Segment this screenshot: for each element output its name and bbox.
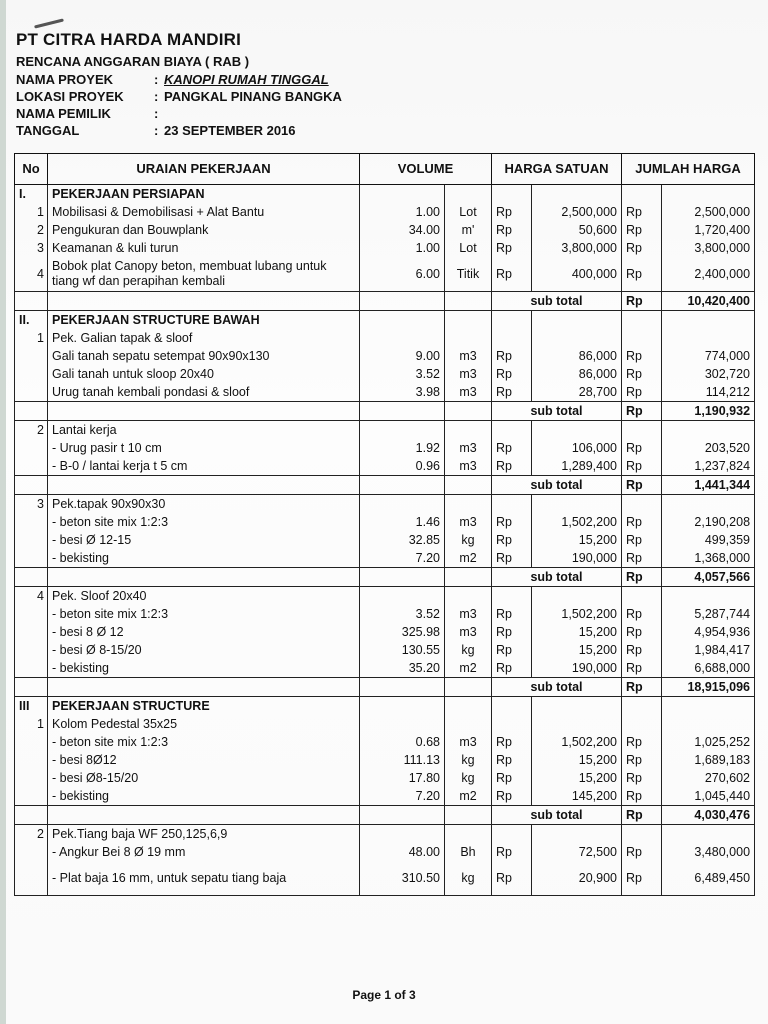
rab-table xyxy=(14,153,755,896)
item-total: 302,720 xyxy=(662,365,755,383)
group-no: 1 xyxy=(15,329,48,347)
item-unit: kg xyxy=(445,641,492,659)
item-volume: 35.20 xyxy=(360,659,445,678)
group-row xyxy=(15,421,755,440)
currency: Rp xyxy=(622,605,662,623)
item-unit: kg xyxy=(445,531,492,549)
item-unit: kg xyxy=(445,861,492,896)
subtotal-value: 1,190,932 xyxy=(662,402,755,421)
table-header xyxy=(15,154,755,185)
group-row xyxy=(15,715,755,733)
currency: Rp xyxy=(622,203,662,221)
section-no: III xyxy=(15,697,48,716)
item-total: 1,045,440 xyxy=(662,787,755,806)
scan-edge xyxy=(0,0,6,1024)
item-volume: 0.68 xyxy=(360,733,445,751)
item-volume: 1.92 xyxy=(360,439,445,457)
currency: Rp xyxy=(492,751,532,769)
currency: Rp xyxy=(622,769,662,787)
item-price: 145,200 xyxy=(532,787,622,806)
subtotal-value: 4,057,566 xyxy=(662,568,755,587)
section-row xyxy=(15,185,755,204)
location-value: PANGKAL PINANG BANGKA xyxy=(164,89,342,104)
item-price: 15,200 xyxy=(532,769,622,787)
item-volume: 1.00 xyxy=(360,203,445,221)
section-title: PEKERJAAN STRUCTURE BAWAH xyxy=(48,311,360,330)
table-row xyxy=(15,221,755,239)
colon: : xyxy=(154,123,159,138)
table-row xyxy=(15,733,755,751)
currency: Rp xyxy=(622,439,662,457)
table-row xyxy=(15,605,755,623)
item-unit: m3 xyxy=(445,513,492,531)
currency: Rp xyxy=(492,203,532,221)
item-desc: - beton site mix 1:2:3 xyxy=(48,605,360,623)
currency: Rp xyxy=(622,513,662,531)
meta-location xyxy=(16,88,756,105)
meta-date xyxy=(16,122,756,139)
item-price: 72,500 xyxy=(532,843,622,861)
currency: Rp xyxy=(622,787,662,806)
table-row xyxy=(15,439,755,457)
item-price: 86,000 xyxy=(532,365,622,383)
item-volume: 111.13 xyxy=(360,751,445,769)
item-desc: - Plat baja 16 mm, untuk sepatu tiang baja xyxy=(48,861,360,896)
table-row xyxy=(15,513,755,531)
item-total: 1,368,000 xyxy=(662,549,755,568)
item-desc: - bekisting xyxy=(48,659,360,678)
colon: : xyxy=(154,89,159,104)
subtotal-row xyxy=(15,476,755,495)
table-row xyxy=(15,623,755,641)
currency: Rp xyxy=(622,365,662,383)
col-volume: VOLUME xyxy=(360,154,492,185)
table-row xyxy=(15,365,755,383)
item-total: 2,400,000 xyxy=(662,257,755,292)
table-row xyxy=(15,659,755,678)
group-no: 2 xyxy=(15,825,48,844)
item-total: 6,489,450 xyxy=(662,861,755,896)
item-desc: - Urug pasir t 10 cm xyxy=(48,439,360,457)
item-price: 86,000 xyxy=(532,347,622,365)
item-price: 15,200 xyxy=(532,751,622,769)
item-desc: Keamanan & kuli turun xyxy=(48,239,360,257)
item-volume: 1.00 xyxy=(360,239,445,257)
location-label: LOKASI PROYEK xyxy=(16,89,124,104)
item-total: 2,190,208 xyxy=(662,513,755,531)
item-no: 1 xyxy=(15,203,48,221)
group-row xyxy=(15,495,755,514)
currency: Rp xyxy=(492,659,532,678)
currency: Rp xyxy=(622,623,662,641)
colon: : xyxy=(154,72,159,87)
currency: Rp xyxy=(622,221,662,239)
item-unit: m2 xyxy=(445,549,492,568)
item-total: 6,688,000 xyxy=(662,659,755,678)
currency: Rp xyxy=(492,549,532,568)
item-volume: 7.20 xyxy=(360,787,445,806)
item-price: 106,000 xyxy=(532,439,622,457)
item-total: 114,212 xyxy=(662,383,755,402)
group-no: 1 xyxy=(15,715,48,733)
subtotal-label: sub total xyxy=(492,678,622,697)
table-row xyxy=(15,203,755,221)
item-volume: 310.50 xyxy=(360,861,445,896)
item-unit: m3 xyxy=(445,365,492,383)
currency: Rp xyxy=(622,568,662,587)
item-volume: 9.00 xyxy=(360,347,445,365)
item-price: 1,502,200 xyxy=(532,733,622,751)
currency: Rp xyxy=(492,513,532,531)
item-unit: Titik xyxy=(445,257,492,292)
section-title: PEKERJAAN STRUCTURE xyxy=(48,697,360,716)
item-desc: - besi Ø8-15/20 xyxy=(48,769,360,787)
col-no: No xyxy=(15,154,48,185)
date-label: TANGGAL xyxy=(16,123,80,138)
item-unit: Bh xyxy=(445,843,492,861)
col-harga-satuan: HARGA SATUAN xyxy=(492,154,622,185)
item-desc: Urug tanah kembali pondasi & sloof xyxy=(48,383,360,402)
col-uraian: URAIAN PEKERJAAN xyxy=(48,154,360,185)
currency: Rp xyxy=(492,383,532,402)
currency: Rp xyxy=(622,659,662,678)
subtotal-row xyxy=(15,402,755,421)
page-number: Page 1 of 3 xyxy=(352,988,416,1002)
item-volume: 7.20 xyxy=(360,549,445,568)
item-desc: - besi Ø 8-15/20 xyxy=(48,641,360,659)
meta-owner xyxy=(16,105,756,122)
item-volume: 3.52 xyxy=(360,605,445,623)
table-row xyxy=(15,751,755,769)
item-unit: Lot xyxy=(445,203,492,221)
item-desc: - besi 8 Ø 12 xyxy=(48,623,360,641)
item-total: 203,520 xyxy=(662,439,755,457)
currency: Rp xyxy=(622,292,662,311)
item-total: 4,954,936 xyxy=(662,623,755,641)
currency: Rp xyxy=(492,605,532,623)
section-title: PEKERJAAN PERSIAPAN xyxy=(48,185,360,204)
item-desc: Gali tanah untuk sloop 20x40 xyxy=(48,365,360,383)
currency: Rp xyxy=(492,641,532,659)
currency: Rp xyxy=(622,531,662,549)
table-row xyxy=(15,549,755,568)
subtotal-label: sub total xyxy=(492,292,622,311)
currency: Rp xyxy=(492,787,532,806)
project-label: NAMA PROYEK xyxy=(16,72,114,87)
table-row xyxy=(15,787,755,806)
currency: Rp xyxy=(492,457,532,476)
item-total: 2,500,000 xyxy=(662,203,755,221)
col-jumlah-harga: JUMLAH HARGA xyxy=(622,154,755,185)
section-no: II. xyxy=(15,311,48,330)
item-price: 2,500,000 xyxy=(532,203,622,221)
table-row xyxy=(15,239,755,257)
group-row xyxy=(15,587,755,606)
table-row xyxy=(15,257,755,292)
currency: Rp xyxy=(622,733,662,751)
item-desc: - bekisting xyxy=(48,787,360,806)
subtotal-label: sub total xyxy=(492,476,622,495)
item-unit: m' xyxy=(445,221,492,239)
currency: Rp xyxy=(492,365,532,383)
currency: Rp xyxy=(622,641,662,659)
item-unit: m3 xyxy=(445,383,492,402)
subtotal-label: sub total xyxy=(492,568,622,587)
item-desc: Bobok plat Canopy beton, membuat lubang untuk tiang wf dan perapihan kembali xyxy=(48,257,360,292)
item-volume: 6.00 xyxy=(360,257,445,292)
item-volume: 130.55 xyxy=(360,641,445,659)
item-unit: kg xyxy=(445,769,492,787)
table-row xyxy=(15,383,755,402)
currency: Rp xyxy=(492,769,532,787)
currency: Rp xyxy=(492,733,532,751)
item-unit: m3 xyxy=(445,347,492,365)
group-title: Pek. Galian tapak & sloof xyxy=(48,329,360,347)
item-desc: - beton site mix 1:2:3 xyxy=(48,733,360,751)
group-row xyxy=(15,329,755,347)
item-desc: - beton site mix 1:2:3 xyxy=(48,513,360,531)
item-total: 1,025,252 xyxy=(662,733,755,751)
item-total: 1,720,400 xyxy=(662,221,755,239)
item-price: 190,000 xyxy=(532,659,622,678)
item-desc: - Angkur Bei 8 Ø 19 mm xyxy=(48,843,360,861)
section-no: I. xyxy=(15,185,48,204)
group-no: 3 xyxy=(15,495,48,514)
currency: Rp xyxy=(622,476,662,495)
item-unit: Lot xyxy=(445,239,492,257)
item-total: 3,800,000 xyxy=(662,239,755,257)
table-row xyxy=(15,843,755,861)
currency: Rp xyxy=(492,439,532,457)
item-unit: m3 xyxy=(445,733,492,751)
item-desc: Pengukuran dan Bouwplank xyxy=(48,221,360,239)
currency: Rp xyxy=(622,402,662,421)
item-price: 190,000 xyxy=(532,549,622,568)
currency: Rp xyxy=(492,623,532,641)
document-header xyxy=(16,30,756,139)
section-row xyxy=(15,697,755,716)
table-row xyxy=(15,347,755,365)
company-name: PT CITRA HARDA MANDIRI xyxy=(16,30,242,49)
currency: Rp xyxy=(492,843,532,861)
currency: Rp xyxy=(622,843,662,861)
currency: Rp xyxy=(492,239,532,257)
item-unit: m3 xyxy=(445,439,492,457)
item-total: 3,480,000 xyxy=(662,843,755,861)
item-price: 15,200 xyxy=(532,531,622,549)
subtotal-value: 4,030,476 xyxy=(662,806,755,825)
item-desc: Mobilisasi & Demobilisasi + Alat Bantu xyxy=(48,203,360,221)
item-price: 50,600 xyxy=(532,221,622,239)
currency: Rp xyxy=(622,383,662,402)
currency: Rp xyxy=(492,347,532,365)
project-value: KANOPI RUMAH TINGGAL xyxy=(164,72,329,87)
item-unit: m3 xyxy=(445,457,492,476)
item-unit: m2 xyxy=(445,659,492,678)
table-row xyxy=(15,457,755,476)
item-volume: 32.85 xyxy=(360,531,445,549)
item-total: 1,984,417 xyxy=(662,641,755,659)
item-unit: m3 xyxy=(445,605,492,623)
item-volume: 17.80 xyxy=(360,769,445,787)
owner-label: NAMA PEMILIK xyxy=(16,106,111,121)
subtotal-value: 1,441,344 xyxy=(662,476,755,495)
subtotal-label: sub total xyxy=(492,806,622,825)
item-desc: Gali tanah sepatu setempat 90x90x130 xyxy=(48,347,360,365)
item-desc: - besi Ø 12-15 xyxy=(48,531,360,549)
item-no: 3 xyxy=(15,239,48,257)
group-no: 2 xyxy=(15,421,48,440)
item-price: 1,289,400 xyxy=(532,457,622,476)
item-no: 4 xyxy=(15,257,48,292)
item-volume: 3.52 xyxy=(360,365,445,383)
currency: Rp xyxy=(622,678,662,697)
colon: : xyxy=(154,106,159,121)
currency: Rp xyxy=(622,861,662,896)
item-price: 1,502,200 xyxy=(532,605,622,623)
meta-project xyxy=(16,71,756,88)
table-row xyxy=(15,531,755,549)
group-title: Kolom Pedestal 35x25 xyxy=(48,715,360,733)
item-desc: - B-0 / lantai kerja t 5 cm xyxy=(48,457,360,476)
currency: Rp xyxy=(622,347,662,365)
currency: Rp xyxy=(622,457,662,476)
item-volume: 48.00 xyxy=(360,843,445,861)
currency: Rp xyxy=(622,257,662,292)
item-total: 5,287,744 xyxy=(662,605,755,623)
item-total: 774,000 xyxy=(662,347,755,365)
item-no: 2 xyxy=(15,221,48,239)
subtotal-row xyxy=(15,806,755,825)
currency: Rp xyxy=(492,221,532,239)
item-total: 270,602 xyxy=(662,769,755,787)
subtotal-value: 10,420,400 xyxy=(662,292,755,311)
item-price: 15,200 xyxy=(532,641,622,659)
item-volume: 3.98 xyxy=(360,383,445,402)
item-price: 15,200 xyxy=(532,623,622,641)
subtotal-label: sub total xyxy=(492,402,622,421)
table-row xyxy=(15,641,755,659)
item-volume: 325.98 xyxy=(360,623,445,641)
item-unit: kg xyxy=(445,751,492,769)
item-volume: 0.96 xyxy=(360,457,445,476)
item-price: 3,800,000 xyxy=(532,239,622,257)
group-title: Pek.Tiang baja WF 250,125,6,9 xyxy=(48,825,360,844)
item-desc: - besi 8Ø12 xyxy=(48,751,360,769)
pen-mark xyxy=(34,18,64,28)
subtotal-value: 18,915,096 xyxy=(662,678,755,697)
item-volume: 34.00 xyxy=(360,221,445,239)
currency: Rp xyxy=(622,239,662,257)
item-desc: - bekisting xyxy=(48,549,360,568)
currency: Rp xyxy=(622,806,662,825)
group-title: Pek.tapak 90x90x30 xyxy=(48,495,360,514)
group-row xyxy=(15,825,755,844)
item-total: 1,689,183 xyxy=(662,751,755,769)
currency: Rp xyxy=(492,257,532,292)
currency: Rp xyxy=(492,531,532,549)
item-total: 499,359 xyxy=(662,531,755,549)
item-price: 400,000 xyxy=(532,257,622,292)
item-price: 28,700 xyxy=(532,383,622,402)
item-unit: m3 xyxy=(445,623,492,641)
item-price: 20,900 xyxy=(532,861,622,896)
item-total: 1,237,824 xyxy=(662,457,755,476)
item-price: 1,502,200 xyxy=(532,513,622,531)
group-title: Lantai kerja xyxy=(48,421,360,440)
group-title: Pek. Sloof 20x40 xyxy=(48,587,360,606)
item-unit: m2 xyxy=(445,787,492,806)
currency: Rp xyxy=(622,751,662,769)
group-no: 4 xyxy=(15,587,48,606)
item-volume: 1.46 xyxy=(360,513,445,531)
document-title: RENCANA ANGGARAN BIAYA ( RAB ) xyxy=(16,54,250,69)
table-row xyxy=(15,861,755,896)
subtotal-row xyxy=(15,568,755,587)
section-row xyxy=(15,311,755,330)
currency: Rp xyxy=(622,549,662,568)
currency: Rp xyxy=(492,861,532,896)
date-value: 23 SEPTEMBER 2016 xyxy=(164,123,296,138)
subtotal-row xyxy=(15,292,755,311)
subtotal-row xyxy=(15,678,755,697)
table-row xyxy=(15,769,755,787)
